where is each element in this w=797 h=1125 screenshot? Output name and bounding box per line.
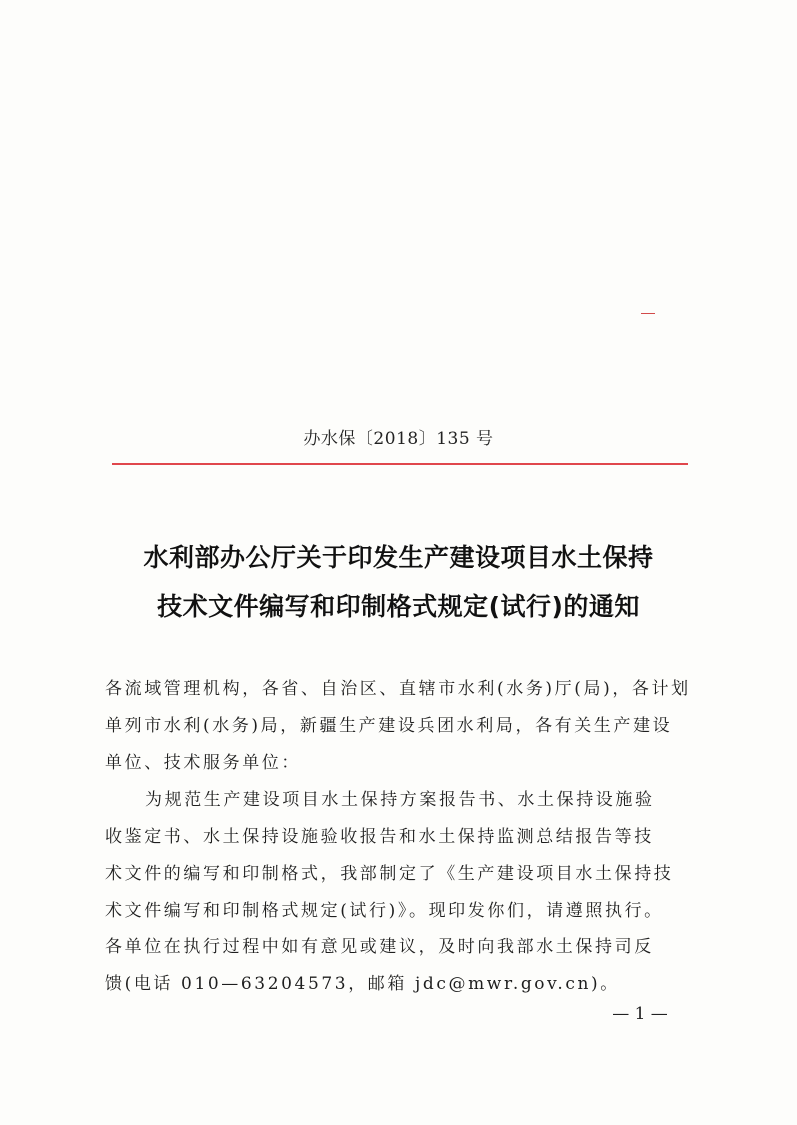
document-number: 办水保〔2018〕135 号 xyxy=(303,429,494,449)
red-mark xyxy=(641,313,655,314)
body-line: 术文件的编写和印制格式，我部制定了《生产建设项目水土保持技 xyxy=(105,864,674,884)
body-line: 术文件编写和印制格式规定(试行)》。现印发你们，请遵照执行。 xyxy=(105,901,664,921)
red-divider-line xyxy=(112,463,688,465)
document-title-line-1: 水利部办公厅关于印发生产建设项目水土保持 xyxy=(143,543,654,572)
body-line: 各单位在执行过程中如有意见或建议，及时向我部水土保持司反 xyxy=(105,937,654,957)
body-line: 馈(电话 010—63204573，邮箱 jdc@mwr.gov.cn)。 xyxy=(105,974,620,994)
body-line: 收鉴定书、水土保持设施验收报告和水土保持监测总结报告等技 xyxy=(105,827,654,847)
page-number: — 1 — xyxy=(612,1004,668,1024)
body-line: 为规范生产建设项目水土保持方案报告书、水土保持设施验 xyxy=(145,790,655,810)
body-line: 单列市水利(水务)局，新疆生产建设兵团水利局，各有关生产建设 xyxy=(105,716,673,736)
body-line: 各流域管理机构，各省、自治区、直辖市水利(水务)厅(局)，各计划 xyxy=(105,679,691,699)
body-line: 单位、技术服务单位： xyxy=(105,753,301,773)
document-title-line-2: 技术文件编写和印制格式规定(试行)的通知 xyxy=(157,592,640,621)
